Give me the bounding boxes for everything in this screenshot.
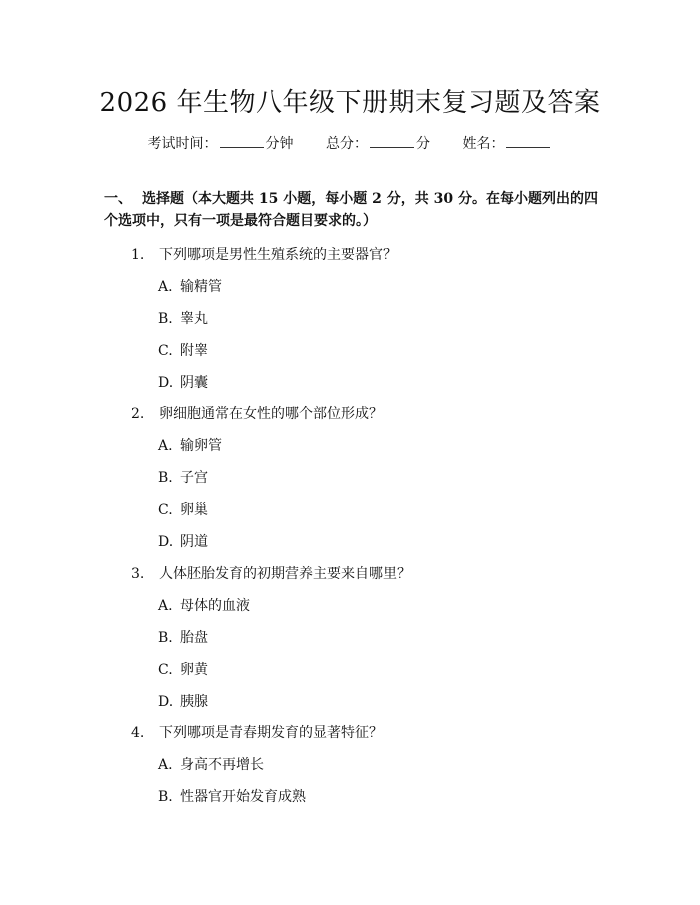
option-3c: [158, 659, 208, 679]
option-letter: A.: [158, 279, 173, 295]
option-letter: D.: [158, 375, 174, 391]
option-text: 附睾: [180, 343, 208, 359]
option-2c: [158, 499, 208, 519]
total-score-blank: [370, 135, 414, 148]
question-1: [131, 244, 397, 264]
option-text: 母体的血液: [180, 598, 250, 614]
option-letter: B.: [158, 789, 173, 805]
option-letter: A.: [158, 598, 173, 614]
question-number: 3.: [131, 566, 145, 582]
student-name-field: [462, 133, 552, 153]
option-letter: A.: [158, 757, 173, 773]
option-letter: B.: [158, 311, 173, 327]
option-1d: [158, 372, 208, 392]
student-name-blank: [506, 135, 550, 148]
option-2d: [158, 531, 208, 551]
option-text: 阴囊: [180, 375, 208, 391]
question-number: 1.: [131, 247, 145, 263]
option-text: 胰腺: [180, 694, 208, 710]
option-3b: [158, 627, 208, 647]
question-2: [131, 403, 383, 423]
total-score-label: 总分：: [326, 136, 368, 152]
option-text: 性器官开始发育成熟: [180, 789, 306, 805]
exam-time-field: [148, 133, 294, 153]
page-title: 2026 年生物八年级下册期末复习题及答案: [99, 88, 601, 118]
option-letter: D.: [158, 534, 174, 550]
question-number: 4.: [131, 725, 145, 741]
option-letter: D.: [158, 694, 174, 710]
option-letter: B.: [158, 470, 173, 486]
option-2b: [158, 467, 208, 487]
option-text: 输精管: [180, 279, 222, 295]
question-3: [131, 563, 411, 583]
option-3a: [158, 595, 250, 615]
student-name-label: 姓名：: [462, 136, 505, 152]
option-4b: [158, 786, 306, 806]
section-number: 一、: [104, 191, 132, 207]
question-text: 卵细胞通常在女性的哪个部位形成？: [159, 406, 383, 422]
option-text: 输卵管: [180, 438, 222, 454]
option-letter: B.: [158, 630, 173, 646]
question-text: 下列哪项是男性生殖系统的主要器官？: [159, 247, 397, 263]
option-2a: [158, 435, 222, 455]
option-text: 阴道: [180, 534, 208, 550]
exam-info-line: [0, 133, 700, 153]
section-heading: [104, 188, 604, 232]
option-3d: [158, 691, 208, 711]
option-letter: C.: [158, 502, 173, 518]
exam-time-unit: 分钟: [265, 136, 294, 152]
option-1b: [158, 308, 208, 328]
question-4: [131, 722, 383, 742]
option-text: 卵巢: [180, 502, 208, 518]
question-number: 2.: [131, 406, 145, 422]
total-score-unit: 分: [416, 136, 430, 152]
option-text: 胎盘: [180, 630, 208, 646]
option-letter: C.: [158, 343, 173, 359]
section-instructions: 选择题（本大题共 15 小题，每小题 2 分，共 30 分。在每小题列出的四个选项中，只有一项是最符合题目要求的。）: [104, 191, 598, 229]
total-score-field: [326, 133, 430, 153]
exam-time-label: 考试时间：: [147, 136, 218, 152]
question-text: 人体胚胎发育的初期营养主要来自哪里？: [159, 566, 411, 582]
option-1c: [158, 340, 208, 360]
option-1a: [158, 276, 222, 296]
question-text: 下列哪项是青春期发育的显著特征？: [159, 725, 383, 741]
exam-time-blank: [220, 135, 264, 148]
option-text: 卵黄: [180, 662, 208, 678]
option-text: 身高不再增长: [180, 757, 264, 773]
option-text: 子宫: [180, 470, 208, 486]
option-letter: A.: [158, 438, 173, 454]
option-letter: C.: [158, 662, 173, 678]
option-4a: [158, 754, 264, 774]
option-text: 睾丸: [180, 311, 208, 327]
